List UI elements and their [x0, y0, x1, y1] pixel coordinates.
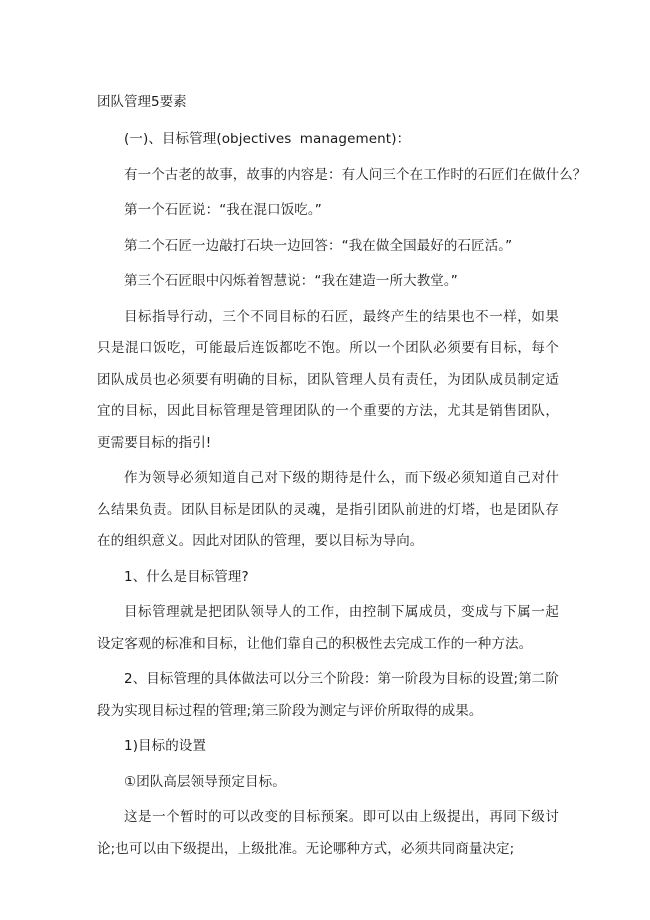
document-body — [97, 91, 587, 869]
paragraph: 第三个石匠眼中闪烁着智慧说：“我在建造一所大教堂。” — [124, 273, 458, 289]
paragraph: 这是一个暂时的可以改变的目标预案。即可以由上级提出，再同下级讨论;也可以由下级提出，上级批准。无论哪种方式，必须共同商量决定; — [97, 809, 559, 857]
document-title: 团队管理5要素 — [97, 94, 187, 110]
paragraph: 第一个石匠说：“我在混口饭吃。” — [124, 202, 322, 218]
paragraph: 有一个古老的故事，故事的内容是：有人问三个在工作时的石匠们在做什么？ — [124, 166, 587, 183]
subheading: 1)目标的设置 — [124, 738, 207, 754]
paragraph: 作为领导必须知道自己对下级的期待是什么，而下级必须知道自己对什么结果负责。团队目标是团队的灵魂，是指引团队前进的灯塔，也是团队存在的组织意义。因此对团队的管理，要以目标为导向。 — [97, 470, 559, 549]
subheading: 1、什么是目标管理? — [124, 568, 249, 585]
list-item: ①团队高层领导预定目标。 — [124, 773, 286, 790]
paragraph: 目标指导行动，三个不同目标的石匠，最终产生的结果也不一样，如果只是混口饭吃，可能最后连饭都吃不饱。所以一个团队必须要有目标，每个团队成员也必须要有明确的目标，团队管理人员有责任，为团队成员制定适宜的目标，因此目标管理是管理团队的一个重要的方法，尤其是销售团队，更需要目标的指引! — [97, 308, 559, 451]
paragraph: 目标管理就是把团队领导人的工作，由控制下属成员，变成与下属一起设定客观的标准和目标，让他们靠自己的积极性去完成工作的一种方法。 — [97, 604, 559, 652]
section-heading: (一)、目标管理(objectives management)： — [124, 131, 411, 147]
paragraph: 第二个石匠一边敲打石块一边回答：“我在做全国最好的石匠活。” — [124, 237, 513, 254]
paragraph: 2、目标管理的具体做法可以分三个阶段：第一阶段为目标的设置;第二阶段为实现目标过程的管理;第三阶段为测定与评价所取得的成果。 — [97, 671, 559, 719]
